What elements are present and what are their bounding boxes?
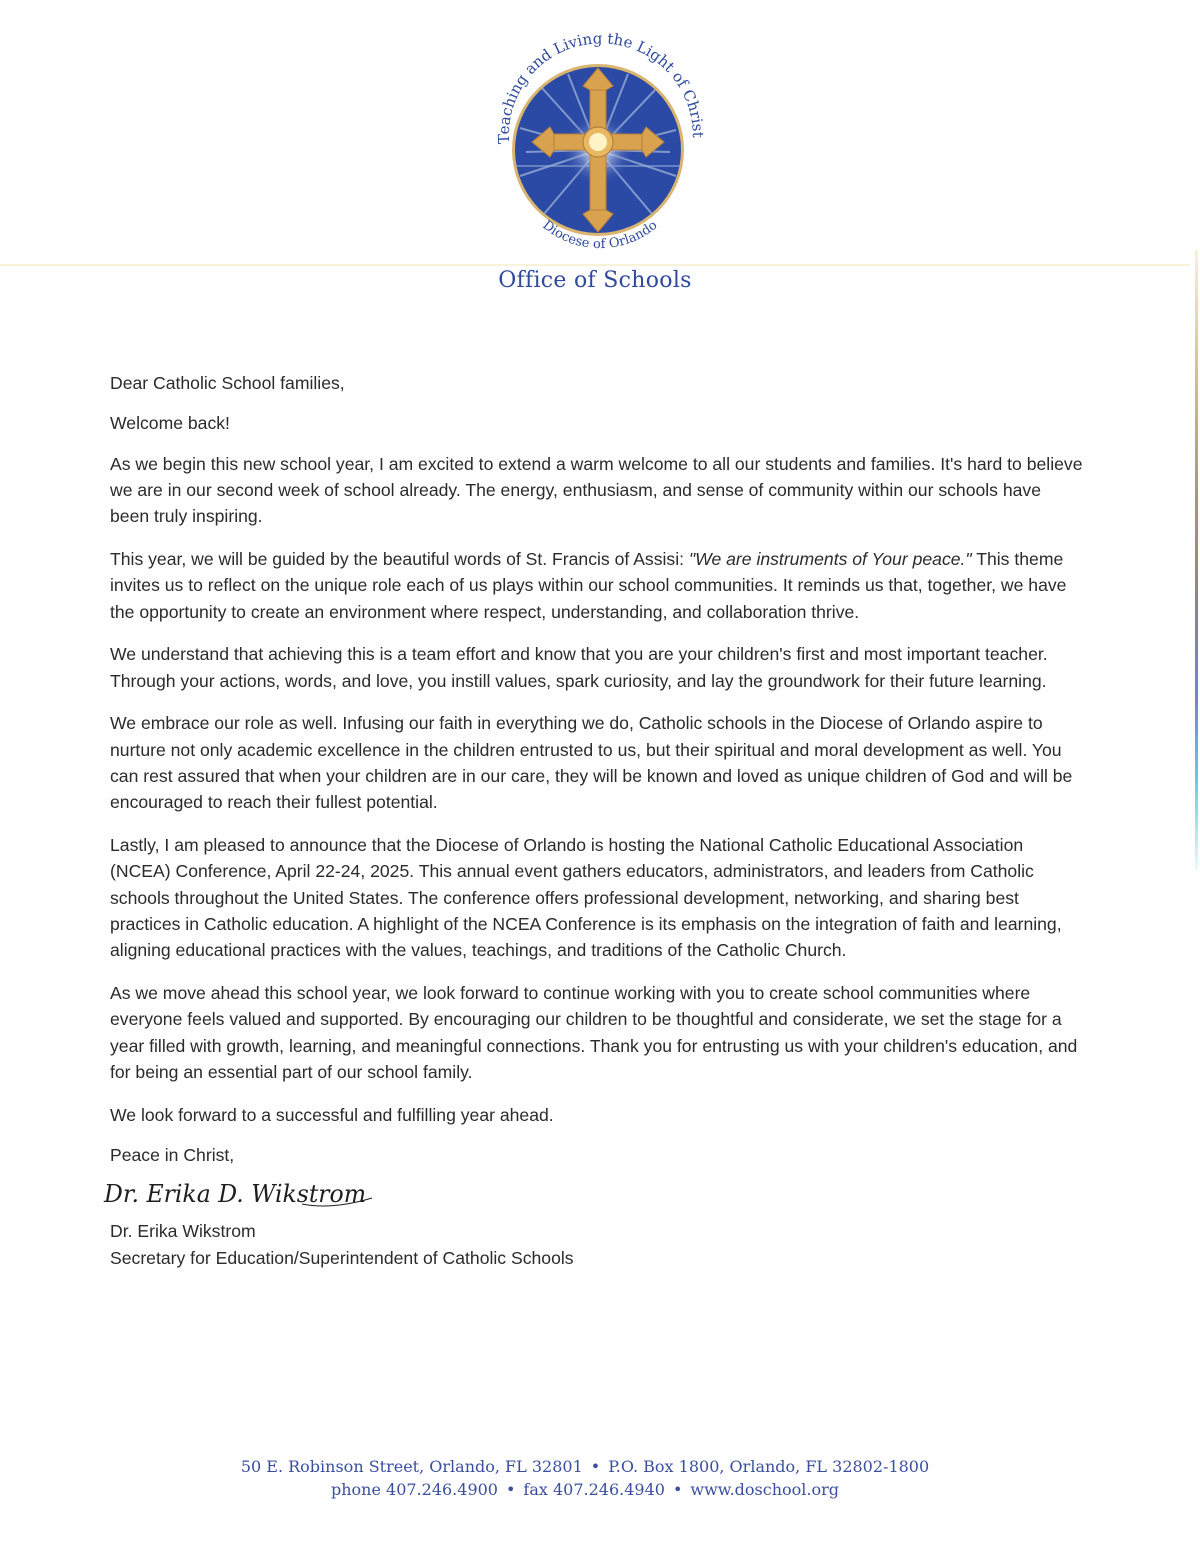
theme-intro: This year, we will be guided by the beautiful words of St. Francis of Assisi: <box>110 548 689 569</box>
letter-body <box>103 370 1085 1271</box>
footer-separator: • <box>505 1480 516 1499</box>
signer-block <box>110 1218 1085 1271</box>
office-title: Office of Schools <box>498 268 692 293</box>
paragraph-ncea-conference: Lastly, I am pleased to announce that the Diocese of Orlando is hosting the National Catholic Educational Association (NCEA) Conference, April 22-24, 2025. This annual event gathers educators, administrators, and leaders from Catholic schools throughout the United States. The conference offers professional development, networking, and sharing best practices in Catholic education. A highlight of the NCEA Conference is its emphasis on the integration of faith and learning, aligning educational practices with the values, teachings, and traditions of the Catholic Church. <box>110 835 1062 961</box>
theme-quote: "We are instruments of Your peace." <box>688 548 972 569</box>
paragraph-closing-wish: We look forward to a successful and fulfilling year ahead. <box>110 1104 554 1125</box>
letterhead-divider <box>0 264 1190 266</box>
footer-contact-line <box>0 1478 1170 1501</box>
letterhead-footer <box>0 1455 1170 1501</box>
greeting: Welcome back! <box>110 413 230 434</box>
diocese-cross-seal-icon <box>480 28 720 258</box>
theme-body: This theme invites us to reflect on the unique role each of us plays within our school communities. It reminds us that, together, we have the opportunity to create an environment where respect, understanding, and collaboration thrive. <box>110 548 1067 622</box>
footer-website-link[interactable]: www.doschool.org <box>690 1480 840 1499</box>
paragraph-theme <box>110 546 1085 625</box>
footer-street: 50 E. Robinson Street, Orlando, FL 32801 <box>240 1457 583 1476</box>
signer-name: Dr. Erika Wikstrom <box>110 1221 256 1242</box>
footer-fax: fax 407.246.4940 <box>523 1480 665 1499</box>
logo-org-name: Diocese of Orlando <box>539 217 661 253</box>
signer-title: Secretary for Education/Superintendent of Catholic Schools <box>110 1247 574 1268</box>
paragraph-our-role: We embrace our role as well. Infusing our faith in everything we do, Catholic schools in the Diocese of Orlando aspire to nurture not only academic excellence in the children entrusted to us, but their spiritual and moral development as well. You can rest assured that when your children are in our care, they will be known and loved as unique children of God and will be encouraged to reach their fullest potential. <box>110 713 1073 813</box>
footer-phone: phone 407.246.4900 <box>330 1480 498 1499</box>
paragraph-welcome: As we begin this new school year, I am excited to extend a warm welcome to all our students and families. It's hard to believe we are in our second week of school already. The energy, enthusiasm, and sense of community within our schools have been truly inspiring. <box>110 453 1083 527</box>
handwritten-signature <box>102 1170 382 1216</box>
paragraph-team-effort: We understand that achieving this is a team effort and know that you are your children's first and most important teacher. Through your actions, words, and love, you instill values, spark curiosity, and lay the groundwork for their future learning. <box>110 644 1048 691</box>
logo-motto: Teaching and Living the Light of Christ <box>494 29 707 145</box>
footer-separator: • <box>672 1480 683 1499</box>
scan-edge-color-strip <box>1195 250 1198 870</box>
closing: Peace in Christ, <box>110 1145 235 1166</box>
diocese-logo <box>480 28 720 258</box>
footer-po-box: P.O. Box 1800, Orlando, FL 32802-1800 <box>608 1457 930 1476</box>
svg-text:Dr. Erika D. Wikstrom: Dr. Erika D. Wikstrom <box>103 1180 366 1209</box>
paragraph-moving-ahead: As we move ahead this school year, we look forward to continue working with you to create school communities where everyone feels valued and supported. By encouraging our children to be thoughtful and considerate, we set the stage for a year filled with growth, learning, and meaningful connections. Thank you for entrusting us with your children's education, and for being an essential part of our school family. <box>110 983 1078 1083</box>
footer-address-line <box>0 1455 1170 1478</box>
footer-separator: • <box>590 1457 601 1476</box>
signature-icon <box>102 1170 382 1216</box>
salutation: Dear Catholic School families, <box>110 373 345 393</box>
